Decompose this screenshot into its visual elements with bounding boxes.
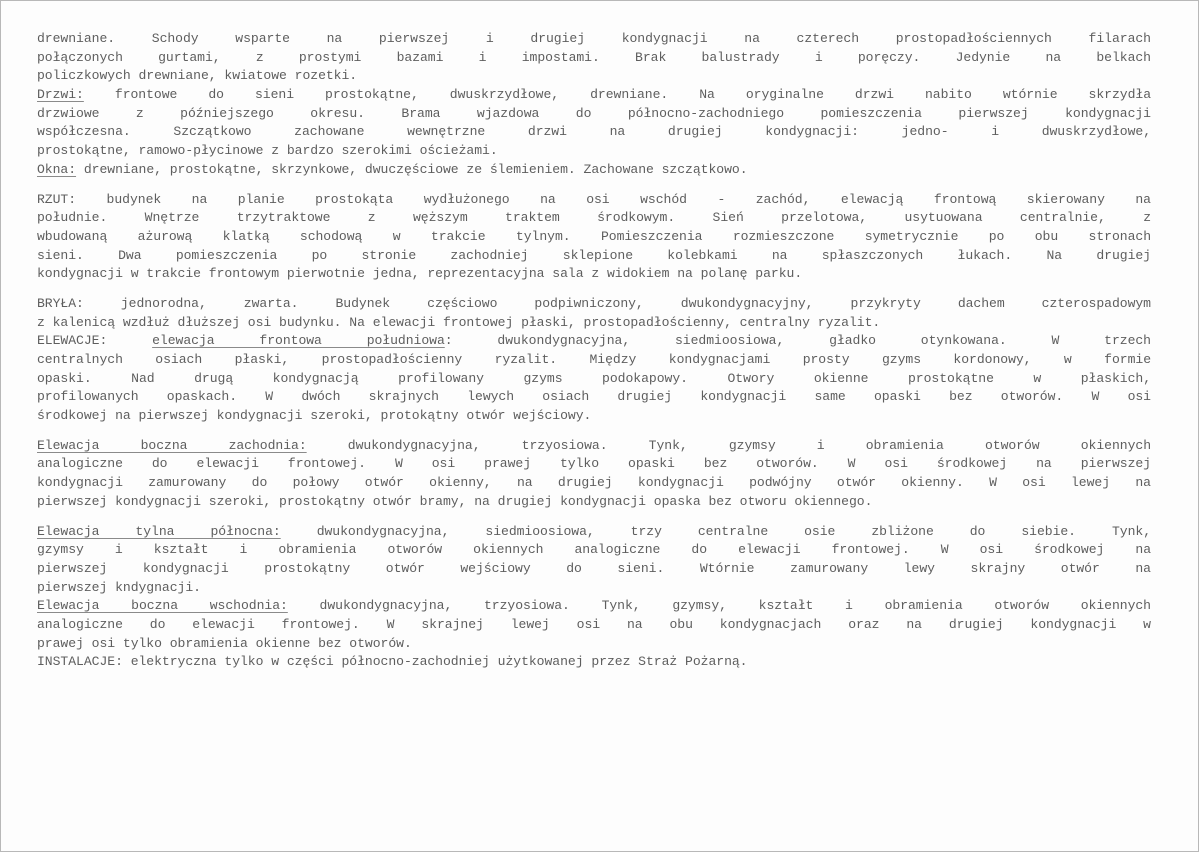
text-line: [37, 332, 1151, 351]
text-segment: współczesna. Szczątkowo zachowane wewnętrzne drzwi na drugiej kondygnacji: jedno- i dwuskrzydłowe,: [37, 124, 1151, 140]
text-line: [37, 597, 1151, 616]
text-segment: południe. Wnętrze trzytraktowe z węższym traktem środkowym. Sień przelotowa, usytuowana centralnie, z: [37, 210, 1151, 226]
text-line: [37, 123, 1151, 142]
paragraph: [37, 523, 1151, 598]
text-line: [37, 560, 1151, 579]
paragraph: [37, 295, 1151, 332]
text-line: [37, 191, 1151, 210]
text-segment: kondygnacji zamurowany do połowy otwór okienny, na drugiej kondygnacji podwójny otwór okienny. W osi lewej na: [37, 475, 1151, 491]
text-segment: INSTALACJE: elektryczna tylko w części północno-zachodniej użytkowanej przez Straż Pożarną.: [37, 654, 748, 670]
text-segment: BRYŁA: jednorodna, zwarta. Budynek częściowo podpiwniczony, dwukondygnacyjny, przykryty dachem czterospadowym: [37, 295, 1151, 311]
text-line: [37, 30, 1151, 49]
text-segment: opaski. Nad drugą kondygnacją profilowany gzyms podokapowy. Otwory okienne prostokątne w płaskich,: [37, 370, 1151, 386]
text-segment: policzkowych drewniane, kwiatowe rozetki.: [37, 68, 358, 84]
paragraph: [37, 332, 1151, 425]
paragraph: [37, 86, 1151, 161]
section-heading: Drzwi:: [37, 87, 84, 103]
text-line: [37, 265, 1151, 284]
paragraph: [37, 597, 1151, 653]
text-line: [37, 209, 1151, 228]
paragraph: [37, 191, 1151, 284]
text-line: [37, 493, 1151, 512]
section-heading: Okna:: [37, 161, 77, 177]
paragraph: [37, 30, 1151, 86]
text-line: [37, 86, 1151, 105]
text-line: [37, 616, 1151, 635]
text-segment: pierwszej kondygnacji szeroki, prostokątny otwór bramy, na drugiej kondygnacji opaska bez otworu okiennego.: [37, 493, 873, 509]
text-segment: analogiczne do elewacji frontowej. W osi prawej tylko opaski bez otworów. W osi środkowej na pierwszej: [37, 456, 1151, 472]
text-line: [37, 295, 1151, 314]
text-segment: RZUT: budynek na planie prostokąta wydłużonego na osi wschód - zachód, elewacją frontową skierowany na: [37, 191, 1151, 207]
text-segment: środkowej na pierwszej kondygnacji szeroki, protokątny otwór wejściowy.: [37, 408, 592, 424]
paragraph: [37, 161, 1151, 180]
paragraph: [37, 437, 1151, 512]
text-segment: z kalenicą wzdłuż dłuższej osi budynku. Na elewacji frontowej płaski, prostopadłościenny, centralny ryzalit.: [37, 314, 881, 330]
text-line: [37, 635, 1151, 654]
text-segment: prawej osi tylko obramienia okienne bez otworów.: [37, 635, 412, 651]
text-line: [37, 407, 1151, 426]
section-heading: Elewacja boczna wschodnia:: [37, 598, 288, 614]
text-line: [37, 388, 1151, 407]
text-segment: ELEWACJE:: [37, 333, 153, 349]
text-segment: drewniane, prostokątne, skrzynkowe, dwuczęściowe ze ślemieniem. Zachowane szczątkowo.: [76, 161, 748, 177]
text-line: [37, 351, 1151, 370]
text-segment: dwukondygnacyjna, trzyosiowa. Tynk, gzymsy, kształt i obramienia otworów okiennych: [287, 598, 1151, 614]
text-segment: wbudowaną ażurową klatką schodową w trakcie tylnym. Pomieszczenia rozmieszczone symetrycznie po obu stronach: [37, 228, 1151, 244]
text-segment: centralnych osiach płaski, prostopadłościenny ryzalit. Między kondygnacjami prosty gzyms kordonowy, w formie: [37, 352, 1151, 367]
text-line: [37, 67, 1151, 86]
text-line: [37, 247, 1151, 266]
text-segment: frontowe do sieni prostokątne, dwuskrzydłowe, drewniane. Na oryginalne drzwi nabito wtórnie skrzydła: [83, 87, 1151, 103]
section-heading: Elewacja tylna północna:: [37, 523, 281, 539]
paragraph: [37, 653, 1151, 672]
text-segment: : dwukondygnacyjna, siedmioosiowa, gładko otynkowana. W trzech: [444, 333, 1151, 349]
text-line: [37, 437, 1151, 456]
document-body: [37, 30, 1151, 683]
text-line: [37, 455, 1151, 474]
text-line: [37, 370, 1151, 389]
section-heading: Elewacja boczna zachodnia:: [37, 437, 307, 453]
text-line: [37, 653, 1151, 672]
section-heading: elewacja frontowa południowa: [152, 333, 445, 349]
text-line: [37, 541, 1151, 560]
text-line: [37, 474, 1151, 493]
text-line: [37, 228, 1151, 247]
text-segment: sieni. Dwa pomieszczenia po stronie zachodniej sklepione kolebkami na spłaszczonych łukach. Na drugiej: [37, 247, 1151, 263]
text-segment: drzwiowe z późniejszego okresu. Brama wjazdowa do północno-zachodniego pomieszczenia pierwszej kondygnacji: [37, 105, 1151, 121]
text-segment: profilowanych opaskach. W dwóch skrajnych lewych osiach drugiej kondygnacji same opaski bez otworów. W osi: [37, 389, 1151, 405]
text-segment: pierwszej kondygnacji prostokątny otwór wejściowy do sieni. Wtórnie zamurowany lewy skrajny otwór na: [37, 560, 1151, 576]
text-line: [37, 579, 1151, 598]
text-segment: pierwszej kndygnacji.: [37, 579, 201, 595]
text-segment: analogiczne do elewacji frontowej. W skrajnej lewej osi na obu kondygnacjach oraz na drugiej kondygnacji w: [37, 616, 1151, 632]
text-line: [37, 142, 1151, 161]
text-segment: dwukondygnacyjna, trzyosiowa. Tynk, gzymsy i obramienia otworów okiennych: [306, 437, 1152, 453]
text-line: [37, 49, 1151, 68]
text-segment: drewniane. Schody wsparte na pierwszej i drugiej kondygnacji na czterech prostopadłościennych filarach: [37, 31, 1151, 46]
text-line: [37, 161, 1151, 180]
text-segment: kondygnacji w trakcie frontowym pierwotnie jedna, reprezentacyjna sala z widokiem na polanę parku.: [37, 266, 803, 282]
text-segment: połączonych gurtami, z prostymi bazami i impostami. Brak balustrady i poręczy. Jedynie na belkach: [37, 49, 1151, 65]
text-segment: gzymsy i kształt i obramienia otworów okiennych analogiczne do elewacji frontowej. W osi środkowej na: [37, 542, 1151, 558]
text-segment: prostokątne, ramowo-płycinowe z bardzo szerokimi ościeżami.: [37, 143, 498, 159]
text-line: [37, 314, 1151, 333]
text-line: [37, 523, 1151, 542]
text-line: [37, 105, 1151, 124]
text-segment: dwukondygnacyjna, siedmioosiowa, trzy centralne osie zbliżone do siebie. Tynk,: [280, 523, 1151, 539]
